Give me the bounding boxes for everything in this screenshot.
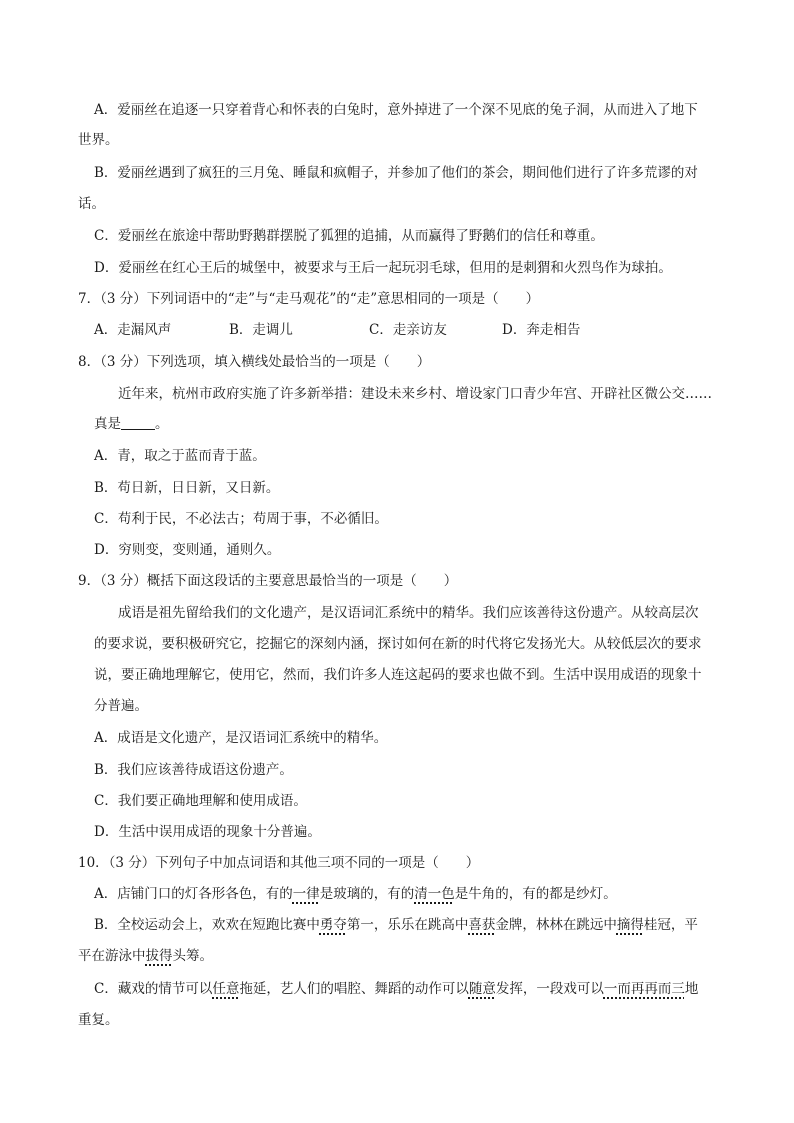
q9-passage-line3: 说，要正确地理解它，使用它，然而，我们许多人连这起码的要求也做不到。生活中误用成语的现象十 [94,667,702,683]
q10-b-text: 平在游泳中 [78,948,146,964]
q7-stem: 7．（3 分）下列词语中的“走”与“走马观花”的“走”意思相同的一项是（ ） [78,291,540,307]
q8-option-b: B．苟日新，日日新，又日新。 [94,480,280,496]
q9-option-a: A．成语是文化遗产，是汉语词汇系统中的精华。 [94,730,388,746]
q7-option-d: D．奔走相告 [502,322,581,338]
q10-b-dotted-word: 勇夺 [319,917,347,933]
q10-option-a [94,884,617,904]
q8-option-c: C．苟利于民，不必法古；苟周于事，不必循旧。 [94,511,388,527]
q8-stem: 8．（3 分）下列选项，填入横线处最恰当的一项是（ ） [78,354,431,370]
q10-c-dotted-word: 随意 [468,981,496,997]
q9-passage-line2: 的要求说，要积极研究它，挖掘它的深刻内涵，探讨如何在新的时代将它发扬光大。从较低层次的要求 [94,636,702,652]
q10-b-text: B．全校运动会上，欢欢在短跑比赛中 [94,917,320,933]
q6-option-a-line2: 世界。 [78,132,119,148]
q10-stem: 10．（3 分）下列句子中加点词语和其他三项不同的一项是（ ） [78,855,480,871]
q10-b-dotted-word: 拔得 [145,948,173,964]
q10-c-dotted-word: 一而再再而三 [603,981,685,997]
q10-c-text: 地 [684,981,699,997]
q10-a-text: A．店铺门口的灯各形各色，有的 [94,886,293,902]
q10-option-c-line1 [94,979,698,999]
q10-b-text: 金牌，林林在跳远中 [495,917,617,933]
q8-option-a: A．青，取之于蓝而青于蓝。 [94,448,266,464]
q9-option-b: B．我们应该善待成语这份遗产。 [94,762,293,778]
q8-passage-end: 。 [155,416,169,432]
q6-option-a-line1: A．爱丽丝在追逐一只穿着背心和怀表的白兔时，意外掉进了一个深不见底的兔子洞，从而进入了地下 [94,102,698,118]
q9-option-d: D．生活中误用成语的现象十分普遍。 [94,824,321,840]
q9-option-c: C．我们要正确地理解和使用成语。 [94,793,307,809]
q10-a-dotted-word: 一律 [292,886,320,902]
q6-option-b-line2: 话。 [78,196,105,212]
q10-a-text: 是玻璃的，有的 [319,886,415,902]
q10-a-text: 是牛角的，有的都是纱灯。 [454,886,617,902]
q8-passage-line1: 近年来，杭州市政府实施了许多新举措：建设未来乡村、增设家门口青少年宫、开辟社区微公交…… [118,386,712,402]
q6-option-b-line1: B．爱丽丝遇到了疯狂的三月兔、睡鼠和疯帽子，并参加了他们的茶会，期间他们进行了许多荒谬的对 [94,165,698,181]
q10-b-text: 第一，乐乐在跳高中 [346,917,469,933]
q7-option-b: B．走调儿 [229,322,293,338]
q8-fill-blank [121,415,155,430]
q9-passage-line4: 分普遍。 [94,698,148,714]
q10-c-dotted-word: 任意 [212,981,240,997]
q6-option-d: D．爱丽丝在红心王后的城堡中，被要求与王后一起玩羽毛球，但用的是刺猬和火烈鸟作为球拍。 [94,260,672,276]
q7-option-a: A．走漏风声 [94,322,172,338]
q10-b-dotted-word: 喜获 [468,917,496,933]
q9-passage-line1: 成语是祖先留给我们的文化遗产，是汉语词汇系统中的精华。我们应该善待这份遗产。从较高层次 [118,605,699,621]
q10-option-c-line2: 重复。 [78,1012,119,1028]
q10-c-text: 发挥，一段戏可以 [495,981,604,997]
q8-passage-text: 真是 [94,416,121,432]
q7-option-c: C．走亲访友 [369,322,447,338]
q10-b-dotted-word: 摘得 [616,917,644,933]
q10-option-b-line2 [78,946,213,966]
q8-passage-line2 [94,414,169,434]
q8-option-d: D．穷则变，变则通，通则久。 [94,542,281,558]
q9-stem: 9．（3 分）概括下面这段话的主要意思最恰当的一项是（ ） [78,573,458,589]
q10-c-text: 拖延，艺人们的唱腔、舞蹈的动作可以 [239,981,469,997]
q10-option-b-line1 [94,915,698,935]
q10-b-text: 头筹。 [172,948,213,964]
q6-option-c: C．爱丽丝在旅途中帮助野鹅群摆脱了狐狸的追捕，从而赢得了野鹅们的信任和尊重。 [94,228,604,244]
q10-a-dotted-word: 清一色 [414,886,455,902]
q10-b-text: 桂冠，平 [643,917,698,933]
q10-c-text: C．藏戏的情节可以 [94,981,213,997]
